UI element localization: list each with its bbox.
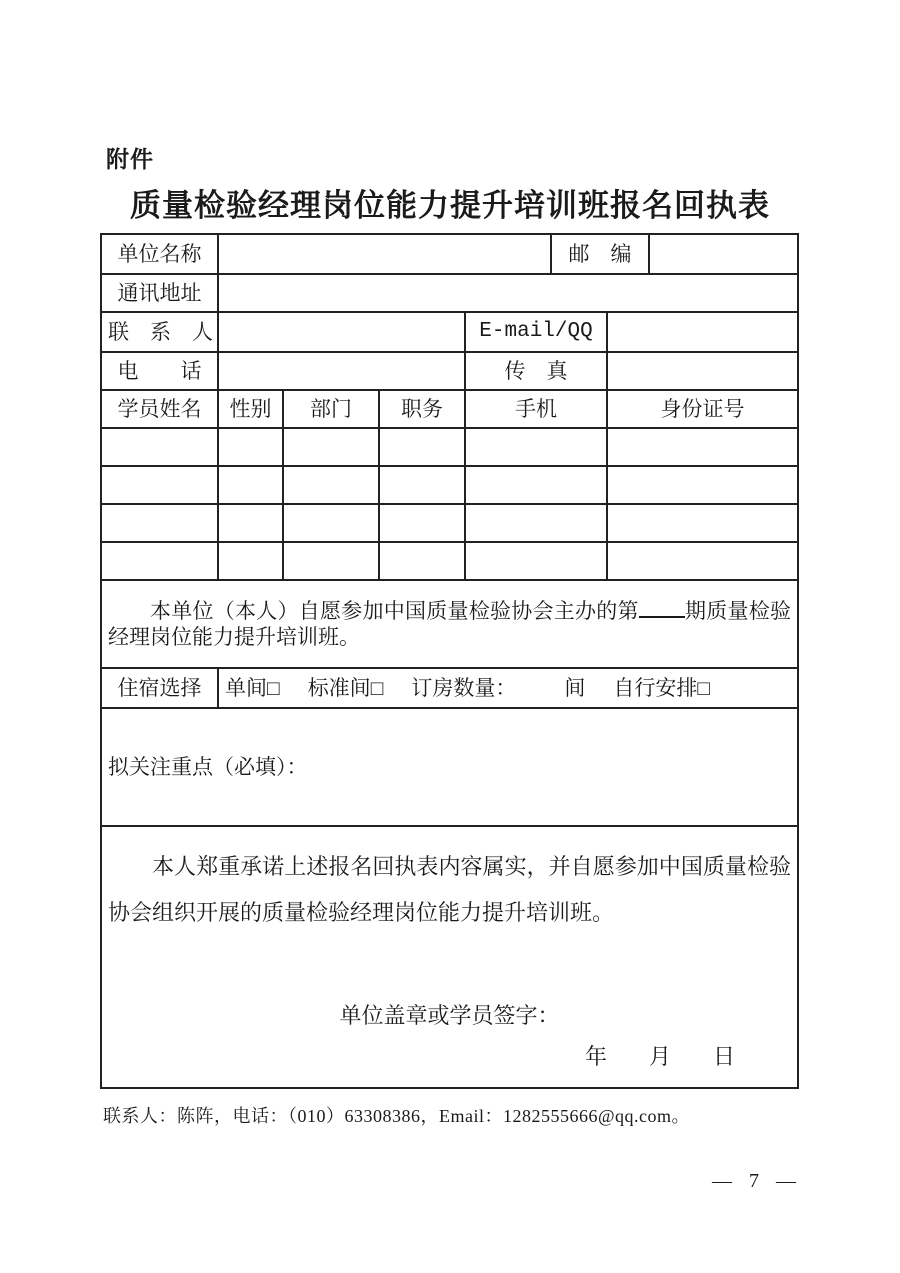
- student-row: [101, 542, 798, 580]
- contact-person-label: 联 系 人: [101, 312, 218, 352]
- booking-quantity-label: 订房数量：: [411, 675, 517, 700]
- email-qq-value-cell[interactable]: [607, 312, 798, 352]
- single-room-label: 单间: [225, 675, 267, 700]
- student-row: [101, 428, 798, 466]
- student-header-gender: 性别: [218, 390, 283, 428]
- declaration-signature-row: [101, 826, 798, 1088]
- student-cell-position[interactable]: [379, 466, 465, 504]
- student-header-name: 学员姓名: [101, 390, 218, 428]
- student-header-id-number: 身份证号: [607, 390, 798, 428]
- row-unit-name: [101, 234, 798, 274]
- student-cell-id-number[interactable]: [607, 504, 798, 542]
- standard-room-label: 标准间: [307, 675, 371, 700]
- student-cell-id-number[interactable]: [607, 428, 798, 466]
- student-cell-gender[interactable]: [218, 504, 283, 542]
- contact-person-value-cell[interactable]: [218, 312, 465, 352]
- student-cell-gender[interactable]: [218, 466, 283, 504]
- unit-name-label: 单位名称: [101, 234, 218, 274]
- students-header-row: [101, 390, 798, 428]
- student-cell-mobile[interactable]: [465, 504, 607, 542]
- footer-contact: 联系人：陈阵，电话：（010）63308386，Email：1282555666@qq.com。: [103, 1106, 691, 1126]
- student-cell-name[interactable]: [101, 504, 218, 542]
- student-cell-department[interactable]: [283, 504, 379, 542]
- student-cell-position[interactable]: [379, 542, 465, 580]
- address-value-cell[interactable]: [218, 274, 798, 312]
- self-arranged-label: 自行安排: [613, 675, 698, 700]
- phone-label: 电 话: [101, 352, 218, 390]
- student-cell-id-number[interactable]: [607, 466, 798, 504]
- student-cell-position[interactable]: [379, 504, 465, 542]
- rooms-unit-label: 间: [564, 675, 586, 700]
- student-cell-gender[interactable]: [218, 428, 283, 466]
- address-label: 通讯地址: [101, 274, 218, 312]
- student-cell-department[interactable]: [283, 428, 379, 466]
- accommodation-row: [101, 668, 798, 708]
- student-cell-department[interactable]: [283, 542, 379, 580]
- accommodation-options: [218, 668, 798, 708]
- page-number: — 7 —: [712, 1170, 802, 1192]
- fax-label: 传 真: [465, 352, 607, 390]
- session-blank-underline[interactable]: [639, 614, 685, 618]
- fax-value-cell[interactable]: [607, 352, 798, 390]
- row-contact: [101, 312, 798, 352]
- student-cell-department[interactable]: [283, 466, 379, 504]
- signature-label[interactable]: 单位盖章或学员签字：: [339, 1002, 560, 1028]
- email-qq-label: E-mail/QQ: [465, 312, 607, 352]
- student-row: [101, 466, 798, 504]
- participation-text-before: 本单位（本人）自愿参加中国质量检验协会主办的第: [150, 598, 639, 623]
- declaration-text: 本人郑重承诺上述报名回执表内容属实，并自愿参加中国质量检验协会组织开展的质量检验经理岗位能力提升培训班。: [108, 853, 791, 925]
- self-arranged-checkbox-icon[interactable]: □: [697, 675, 711, 700]
- registration-table: [100, 233, 799, 1089]
- student-cell-mobile[interactable]: [465, 428, 607, 466]
- row-phone: [101, 352, 798, 390]
- student-cell-id-number[interactable]: [607, 542, 798, 580]
- participation-statement-row: [101, 580, 798, 668]
- student-cell-name[interactable]: [101, 542, 218, 580]
- standard-room-checkbox-icon[interactable]: □: [370, 675, 384, 700]
- attachment-label: 附件: [106, 146, 154, 172]
- form-title: 质量检验经理岗位能力提升培训班报名回执表: [130, 188, 770, 223]
- student-row: [101, 504, 798, 542]
- participation-statement: [101, 580, 798, 668]
- student-cell-name[interactable]: [101, 428, 218, 466]
- student-cell-position[interactable]: [379, 428, 465, 466]
- postal-code-label: 邮 编: [551, 234, 649, 274]
- postal-code-value-cell[interactable]: [649, 234, 798, 274]
- student-header-mobile: 手机: [465, 390, 607, 428]
- date-line[interactable]: 年 月 日: [584, 1044, 745, 1069]
- row-address: [101, 274, 798, 312]
- phone-value-cell[interactable]: [218, 352, 465, 390]
- student-cell-name[interactable]: [101, 466, 218, 504]
- student-cell-mobile[interactable]: [465, 466, 607, 504]
- student-cell-mobile[interactable]: [465, 542, 607, 580]
- student-header-position: 职务: [379, 390, 465, 428]
- student-header-department: 部门: [283, 390, 379, 428]
- participation-text-after: 期质量检验经理岗位能力提升培训班。: [108, 598, 791, 649]
- focus-required-cell[interactable]: [101, 708, 798, 826]
- declaration-signature-cell: [101, 826, 798, 1088]
- accommodation-label: 住宿选择: [101, 668, 218, 708]
- focus-required-label: 拟关注重点（必填）：: [108, 754, 308, 779]
- focus-row: [101, 708, 798, 826]
- single-room-checkbox-icon[interactable]: □: [267, 675, 280, 700]
- unit-name-value-cell[interactable]: [218, 234, 551, 274]
- student-cell-gender[interactable]: [218, 542, 283, 580]
